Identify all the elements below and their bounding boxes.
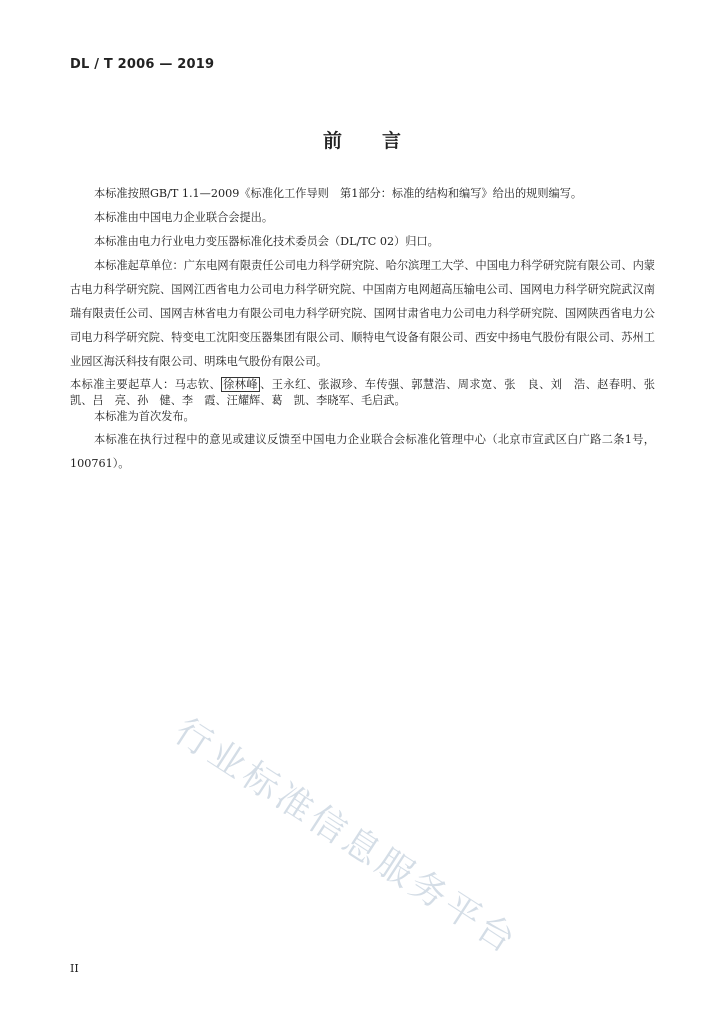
paragraph-proposer: 本标准由中国电力企业联合会提出。	[94, 211, 274, 224]
page-number: II	[70, 962, 79, 975]
watermark-text: 行业标准信息服务平台	[167, 710, 526, 964]
paragraph-first-release: 本标准为首次发布。	[94, 410, 195, 423]
drafters-prefix: 本标准主要起草人：马志钦、	[70, 378, 222, 391]
paragraph-drafting-units: 本标准起草单位：广东电网有限责任公司电力科学研究院、哈尔滨理工大学、中国电力科学研究院有限公司、内蒙古电力科学研究院、国网江西省电力公司电力科学研究院、中国南方电网超高压输电公司、国网电力科学研究院武汉南瑞有限责任公司、国网吉林省电力有限公司电力科学研究院、国网甘肃省电力公司电力科学研究院、国网陕西省电力公司电力科学研究院、特变电工沈阳变压器集团有限公司、顺特电气设备有限公司、西安中扬电气股份有限公司、苏州工业园区海沃科技有限公司、明珠电气股份有限公司。	[70, 259, 655, 368]
page-title	[0, 126, 724, 153]
paragraph-drafters	[70, 377, 667, 409]
paragraph-drafting-rules: 本标准按照GB/T 1.1—2009《标准化工作导则 第1部分：标准的结构和编写》给出的规则编写。	[94, 187, 583, 200]
standard-code: DL / T 2006 — 2019	[70, 57, 215, 72]
title-char-2: 言	[382, 130, 402, 152]
drafters-suffix: 、王永红、张淑珍、车传强、郭慧浩、周求宽、张 良、刘 浩、赵春明、张 凯、吕 亮、孙 健、李 霞、汪耀辉、葛 凯、李晓军、毛启武。	[70, 378, 667, 407]
highlighted-drafter-name: 徐林峰	[223, 378, 259, 391]
paragraph-committee: 本标准由电力行业电力变压器标准化技术委员会（DL/TC 02）归口。	[94, 235, 439, 248]
foreword-body	[70, 182, 667, 476]
paragraph-feedback: 本标准在执行过程中的意见或建议反馈至中国电力企业联合会标准化管理中心（北京市宣武区白广路二条1号，100761）。	[70, 433, 655, 470]
title-char-1: 前	[322, 130, 342, 152]
